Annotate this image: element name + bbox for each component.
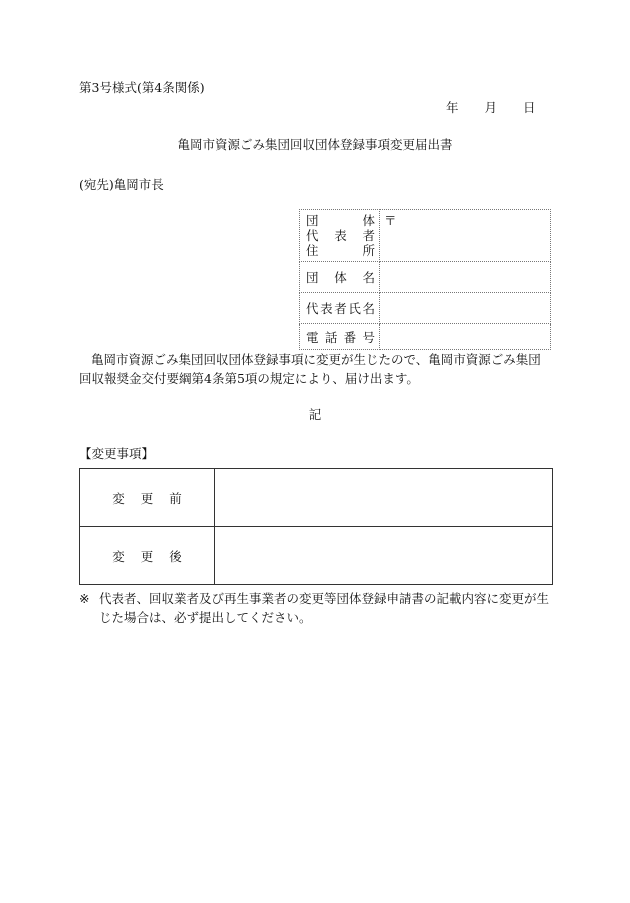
body-text [79,350,553,388]
phone-label-text: 電 話 番 号 [306,329,375,345]
changes-heading: 【変更事項】 [79,446,155,461]
address-label-char: 表 [334,228,347,243]
after-change-label [80,527,215,585]
address-label-char: 所 [362,243,375,258]
group-name-field[interactable] [380,262,551,293]
ki-heading: 記 [308,407,322,422]
phone-label [300,324,380,350]
group-name-label-text: 団 体 名 [306,270,375,285]
after-change-label-text: 変更後 [112,548,198,564]
date-year: 年 [446,100,459,115]
changes-table [79,468,553,585]
representative-name-field[interactable] [380,293,551,324]
address-label-char: 者 [362,228,375,243]
applicant-table [299,209,551,350]
before-change-label-text: 変更前 [112,490,198,506]
form-number: 第3号様式(第4条関係) [79,80,205,95]
address-label [300,210,380,262]
note [79,589,559,627]
after-change-field[interactable] [215,527,553,585]
date-day: 日 [523,100,536,115]
address-label-char: 代 [306,228,319,243]
address-label-char: 団 [306,213,319,228]
note-mark: ※ [79,591,90,606]
before-change-label [80,469,215,527]
phone-field[interactable] [380,324,551,350]
representative-name-label-text: 代表者氏名 [306,301,375,316]
document-title: 亀岡市資源ごみ集団回収団体登録事項変更届出書 [177,137,453,152]
representative-name-label [300,293,380,324]
date-month: 月 [484,100,498,115]
before-change-field[interactable] [215,469,553,527]
addressee: (宛先)亀岡市長 [79,177,164,192]
date-line [446,100,536,116]
address-label-char: 体 [362,213,375,228]
postal-mark: 〒 [384,213,397,228]
address-label-char: 住 [306,243,319,258]
address-field[interactable] [380,210,551,262]
note-text: 代表者、回収業者及び再生事業者の変更等団体登録申請書の記載内容に変更が生じた場合は、必ず提出してください。 [99,591,550,625]
group-name-label [300,262,380,293]
body-paragraph: 亀岡市資源ごみ集団回収団体登録事項に変更が生じたので、亀岡市資源ごみ集団回収報奨金交付要綱第4条第5項の規定により、届け出ます。 [79,352,541,386]
